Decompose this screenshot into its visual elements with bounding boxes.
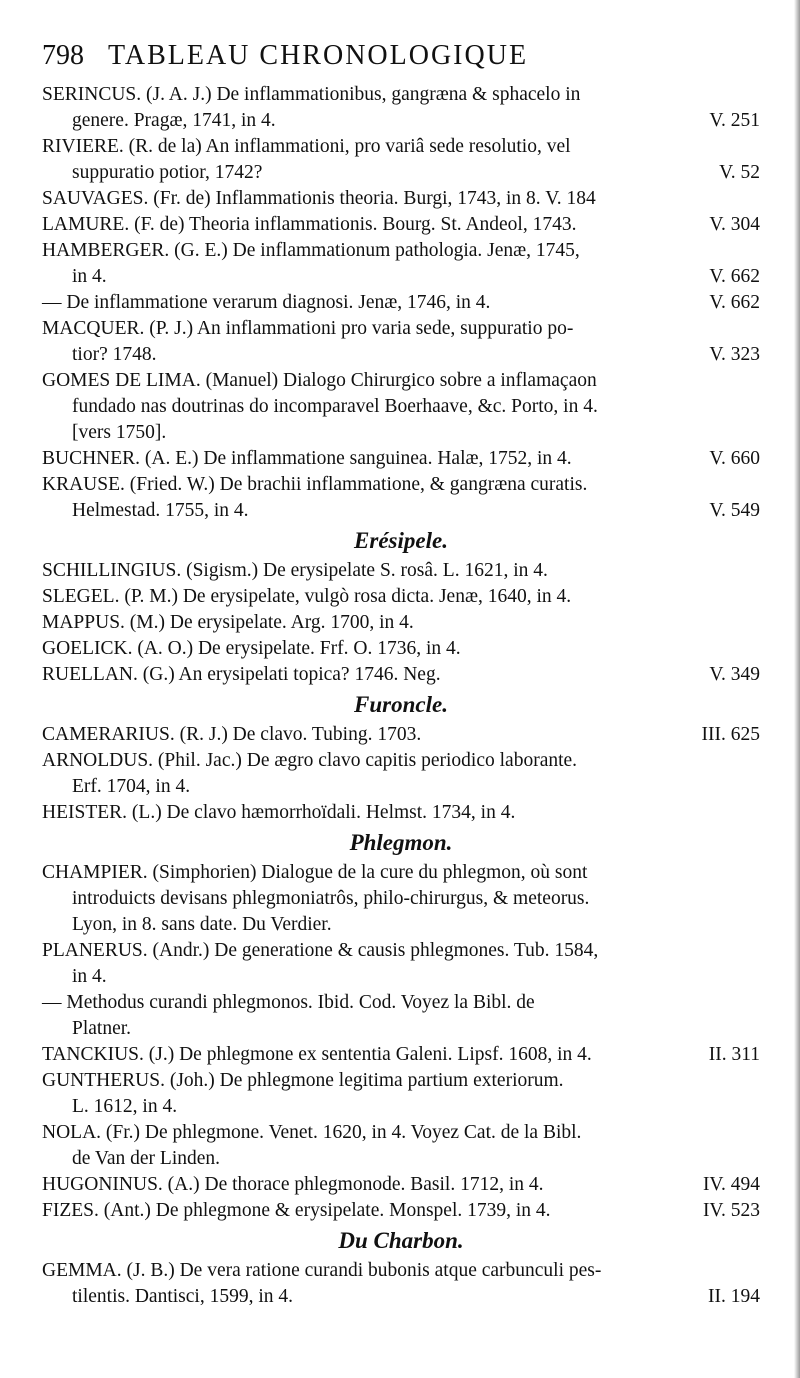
entry-line: tior? 1748.: [72, 344, 157, 365]
entry-line: HEISTER. (L.) De clavo hæmorrhoïdali. Helmst. 1734, in 4.: [42, 802, 516, 823]
bibliography-entry: [42, 1172, 760, 1198]
bibliography-entry: [42, 800, 760, 826]
entry-line: RUELLAN. (G.) An erysipelati topica? 1746. Neg.: [42, 664, 441, 685]
section-heading: Furoncle.: [354, 692, 448, 717]
entry-line: BUCHNER. (A. E.) De inflammatione sanguinea. Halæ, 1752, in 4.: [42, 448, 572, 469]
bibliography-entry: [42, 1120, 760, 1172]
bibliography-entry: [42, 186, 760, 212]
section-heading: Phlegmon.: [349, 830, 453, 855]
volume-reference: IV. 494: [702, 1174, 760, 1195]
bibliography-entry: [42, 446, 760, 472]
entry-line: SERINCUS. (J. A. J.) De inflammationibus, gangræna & sphacelo in: [42, 84, 581, 105]
entry-line: GEMMA. (J. B.) De vera ratione curandi bubonis atque carbunculi pes-: [42, 1260, 602, 1281]
entry-line: MAPPUS. (M.) De erysipelate. Arg. 1700, in 4.: [42, 612, 414, 633]
entry-line: — Methodus curandi phlegmonos. Ibid. Cod. Voyez la Bibl. de: [42, 992, 535, 1013]
bibliography-entry: [42, 636, 760, 662]
bibliography-entry: [42, 316, 760, 368]
volume-reference: V. 52: [719, 162, 760, 183]
bibliography-entry: [42, 938, 760, 990]
volume-reference: V. 251: [709, 110, 760, 131]
entry-line: LAMURE. (F. de) Theoria inflammationis. Bourg. St. Andeol, 1743.: [42, 214, 577, 235]
entry-line: in 4.: [72, 966, 107, 987]
volume-reference: II. 311: [708, 1044, 760, 1065]
bibliography-entry: [42, 722, 760, 748]
page-title: TABLEAU CHRONOLOGIQUE: [108, 40, 529, 71]
entry-line: NOLA. (Fr.) De phlegmone. Venet. 1620, in 4. Voyez Cat. de la Bibl.: [42, 1122, 582, 1143]
bibliography-entry: [42, 82, 760, 134]
bibliography-entry: [42, 1258, 760, 1310]
entry-line: FIZES. (Ant.) De phlegmone & erysipelate. Monspel. 1739, in 4.: [42, 1200, 551, 1221]
bibliography-entry: [42, 1198, 760, 1224]
entry-line: HUGONINUS. (A.) De thorace phlegmonode. Basil. 1712, in 4.: [42, 1174, 544, 1195]
volume-reference: III. 625: [701, 724, 760, 745]
bibliography-entry: [42, 134, 760, 186]
entry-line: introduicts devisans phlegmoniatrôs, philo-chirurgus, & meteorus.: [72, 888, 590, 909]
bibliography-entry: [42, 990, 760, 1042]
page-number: 798: [42, 40, 84, 71]
bibliography-entry: [42, 662, 760, 688]
entry-line: SAUVAGES. (Fr. de) Inflammationis theoria. Burgi, 1743, in 8. V. 184: [42, 188, 596, 209]
entry-line: — De inflammatione verarum diagnosi. Jenæ, 1746, in 4.: [42, 292, 491, 313]
entry-line: PLANERUS. (Andr.) De generatione & causis phlegmones. Tub. 1584,: [42, 940, 599, 961]
entry-line: de Van der Linden.: [72, 1148, 221, 1169]
entry-line: in 4.: [72, 266, 107, 287]
page-body: [42, 82, 760, 1310]
page-edge-shadow: [794, 0, 800, 1378]
bibliography-entry: [42, 860, 760, 938]
entry-line: RIVIERE. (R. de la) An inflammationi, pro variâ sede resolutio, vel: [42, 136, 571, 157]
volume-reference: V. 304: [709, 214, 760, 235]
bibliography-entry: [42, 584, 760, 610]
running-header: [42, 36, 760, 76]
entry-line: GOELICK. (A. O.) De erysipelate. Frf. O. 1736, in 4.: [42, 638, 461, 659]
entry-line: GUNTHERUS. (Joh.) De phlegmone legitima partium exteriorum.: [42, 1070, 564, 1091]
entry-line: suppuratio potior, 1742?: [72, 162, 263, 183]
entry-line: GOMES DE LIMA. (Manuel) Dialogo Chirurgico sobre a inflamaçaon: [42, 370, 597, 391]
section-heading: Erésipele.: [354, 528, 448, 553]
entry-line: CAMERARIUS. (R. J.) De clavo. Tubing. 1703.: [42, 724, 422, 745]
volume-reference: II. 194: [708, 1286, 760, 1307]
entry-line: [vers 1750].: [72, 422, 167, 443]
entry-line: TANCKIUS. (J.) De phlegmone ex sententia Galeni. Lipsf. 1608, in 4.: [42, 1044, 592, 1065]
bibliography-entry: [42, 472, 760, 524]
volume-reference: IV. 523: [702, 1200, 760, 1221]
entry-line: L. 1612, in 4.: [72, 1096, 178, 1117]
volume-reference: V. 662: [709, 266, 760, 287]
entry-line: KRAUSE. (Fried. W.) De brachii inflammatione, & gangræna curatis.: [42, 474, 588, 495]
bibliography-entry: [42, 748, 760, 800]
entry-line: MACQUER. (P. J.) An inflammationi pro varia sede, suppuratio po-: [42, 318, 574, 339]
bibliography-entry: [42, 610, 760, 636]
bibliography-entry: [42, 558, 760, 584]
entry-line: SCHILLINGIUS. (Sigism.) De erysipelate S. rosâ. L. 1621, in 4.: [42, 560, 548, 581]
entry-line: fundado nas doutrinas do incomparavel Boerhaave, &c. Porto, in 4.: [72, 396, 598, 417]
bibliography-entry: [42, 212, 760, 238]
entry-line: Erf. 1704, in 4.: [72, 776, 191, 797]
volume-reference: V. 549: [709, 500, 760, 521]
entry-line: HAMBERGER. (G. E.) De inflammationum pathologia. Jenæ, 1745,: [42, 240, 580, 261]
bibliography-entry: [42, 1068, 760, 1120]
volume-reference: V. 662: [709, 292, 760, 313]
volume-reference: V. 349: [709, 664, 760, 685]
entry-line: ARNOLDUS. (Phil. Jac.) De ægro clavo capitis periodico laborante.: [42, 750, 578, 771]
volume-reference: V. 660: [709, 448, 760, 469]
entry-line: Helmestad. 1755, in 4.: [72, 500, 249, 521]
bibliography-entry: [42, 1042, 760, 1068]
entry-line: Platner.: [72, 1018, 132, 1039]
entry-line: genere. Pragæ, 1741, in 4.: [72, 110, 276, 131]
bibliography-entry: [42, 238, 760, 290]
entry-line: SLEGEL. (P. M.) De erysipelate, vulgò rosa dicta. Jenæ, 1640, in 4.: [42, 586, 572, 607]
bibliography-entry: [42, 290, 760, 316]
volume-reference: V. 323: [709, 344, 760, 365]
section-heading: Du Charbon.: [338, 1228, 464, 1253]
entry-line: CHAMPIER. (Simphorien) Dialogue de la cure du phlegmon, où sont: [42, 862, 588, 883]
entry-line: Lyon, in 8. sans date. Du Verdier.: [72, 914, 332, 935]
bibliography-entry: [42, 368, 760, 446]
entry-line: tilentis. Dantisci, 1599, in 4.: [72, 1286, 293, 1307]
